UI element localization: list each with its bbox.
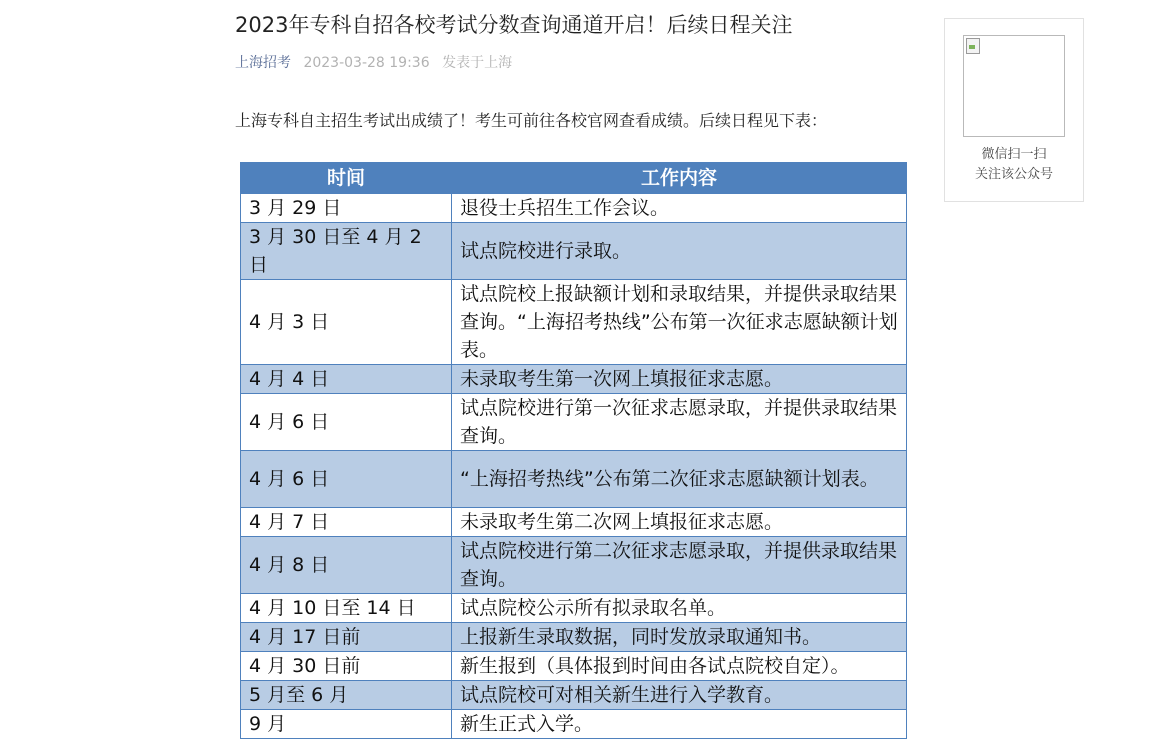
table-row [241,508,907,537]
row-time: 4 月 6 日 [241,451,452,508]
table-row [241,280,907,365]
row-content: 试点院校进行第二次征求志愿录取，并提供录取结果查询。 [452,537,907,594]
qr-caption [945,145,1083,185]
table-row [241,537,907,594]
row-content: 新生正式入学。 [452,710,907,739]
row-content: 新生报到（具体报到时间由各试点院校自定）。 [452,652,907,681]
row-time: 4 月 6 日 [241,394,452,451]
row-content: 试点院校公示所有拟录取名单。 [452,594,907,623]
row-time: 3 月 30 日至 4 月 2 日 [241,223,452,280]
qr-caption-line1: 微信扫一扫 [981,147,1047,162]
table-row [241,394,907,451]
row-time: 4 月 3 日 [241,280,452,365]
article-intro: 上海专科自主招生考试出成绩了！考生可前往各校官网查看成绩。后续日程见下表： [235,111,828,130]
table-row [241,223,907,280]
row-content: “上海招考热线”公布第二次征求志愿缺额计划表。 [452,451,907,508]
row-time: 4 月 8 日 [241,537,452,594]
table-row [241,194,907,223]
row-content: 试点院校进行录取。 [452,223,907,280]
row-time: 4 月 30 日前 [241,652,452,681]
article-title: 2023年专科自招各校考试分数查询通道开启！后续日程关注 [235,13,793,37]
row-content: 未录取考生第一次网上填报征求志愿。 [452,365,907,394]
article-meta [235,54,512,72]
table-row [241,623,907,652]
table-row [241,594,907,623]
schedule-table [240,162,907,739]
row-time: 4 月 4 日 [241,365,452,394]
header-content: 工作内容 [452,163,907,194]
publish-location: 发表于上海 [442,55,513,71]
table-header-row [241,163,907,194]
header-time: 时间 [241,163,452,194]
row-time: 4 月 10 日至 14 日 [241,594,452,623]
broken-image-icon [966,38,980,54]
row-time: 9 月 [241,710,452,739]
author-link[interactable]: 上海招考 [235,55,291,71]
table-row [241,681,907,710]
row-content: 试点院校可对相关新生进行入学教育。 [452,681,907,710]
row-content: 试点院校进行第一次征求志愿录取，并提供录取结果查询。 [452,394,907,451]
qr-caption-line2: 关注该公众号 [974,167,1053,182]
qr-code-image [963,35,1065,137]
row-content: 试点院校上报缺额计划和录取结果，并提供录取结果查询。“上海招考热线”公布第一次征求志愿缺额计划表。 [452,280,907,365]
row-time: 3 月 29 日 [241,194,452,223]
publish-date: 2023-03-28 19:36 [303,55,430,71]
row-time: 4 月 7 日 [241,508,452,537]
row-time: 5 月至 6 月 [241,681,452,710]
qr-follow-card [944,18,1084,202]
table-row [241,710,907,739]
table-row [241,451,907,508]
row-time: 4 月 17 日前 [241,623,452,652]
row-content: 上报新生录取数据，同时发放录取通知书。 [452,623,907,652]
row-content: 未录取考生第二次网上填报征求志愿。 [452,508,907,537]
table-row [241,652,907,681]
row-content: 退役士兵招生工作会议。 [452,194,907,223]
table-row [241,365,907,394]
